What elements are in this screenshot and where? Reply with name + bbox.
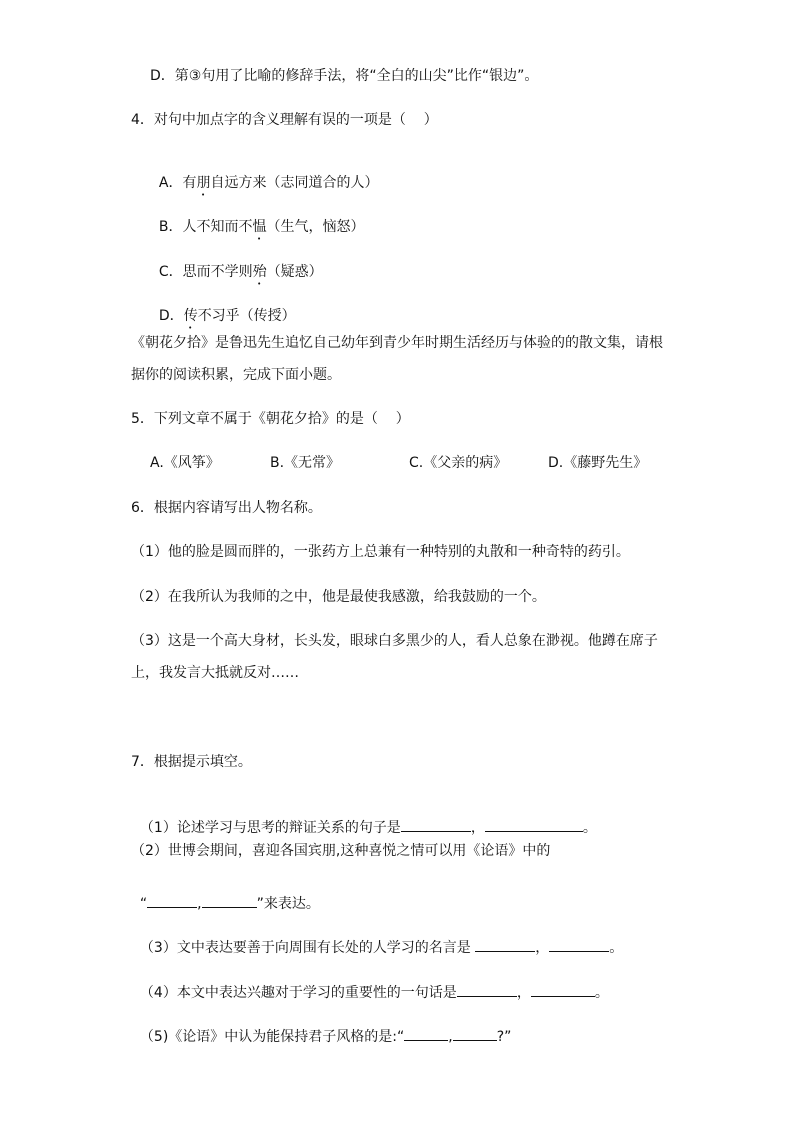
q7-item-2-close: ”来表达。 <box>256 896 320 912</box>
q7-item-3-blank-2[interactable] <box>549 936 609 952</box>
q7-item-2-blank-2[interactable] <box>202 892 257 908</box>
q7-item-1-blank-1[interactable] <box>401 816 471 832</box>
q7-item-1-blank-2[interactable] <box>485 816 583 832</box>
intro-line-2: 据你的阅读积累，完成下面小题。 <box>131 367 341 383</box>
q7-item-1-text: （1）论述学习与思考的辩证关系的句子是 <box>139 820 401 836</box>
q4-option-b-pre: B．人不知而不 <box>158 219 253 235</box>
q7-item-4-blank-1[interactable] <box>457 981 517 997</box>
q4-option-c-post: （疑惑） <box>266 264 323 280</box>
q7-item-2-open-quote: “ <box>139 896 148 912</box>
q7-item-4-sep: ， <box>516 985 531 1001</box>
q6-item-3-line-2: 上，我发言大抵就反对…… <box>131 665 299 681</box>
q5-stem: 5．下列文章不属于《朝花夕拾》的是（ ） <box>131 411 410 427</box>
q7-item-2-line-1: （2）世博会期间，喜迎各国宾朋,这种喜悦之情可以用《论语》中的 <box>131 843 551 859</box>
q4-option-b <box>150 200 365 243</box>
q4-option-d-pre: D． <box>158 308 184 324</box>
q5-option-d: D.《藤野先生》 <box>548 455 648 471</box>
q7-item-3-blank-1[interactable] <box>475 936 535 952</box>
q7-item-1-sep: ， <box>470 820 485 836</box>
q4-option-a-pre: A．有 <box>158 175 197 191</box>
q4-option-d-dotted: 传 <box>183 308 198 324</box>
q6-item-1: （1）他的脸是圆而胖的，一张药方上总兼有一种特别的丸散和一种奇特的药引。 <box>131 544 630 560</box>
q7-item-5-blank-1[interactable] <box>404 1025 448 1041</box>
q7-item-3 <box>131 918 623 957</box>
q4-stem: 4．对句中加点字的含义理解有误的一项是（ ） <box>131 112 438 128</box>
q4-option-a <box>150 156 378 199</box>
q7-item-5-text: （5)《论语》中认为能保持君子风格的是:“ <box>139 1029 405 1045</box>
q7-item-4-end: 。 <box>594 985 609 1001</box>
q4-option-c-pre: C．思而不学则 <box>158 264 253 280</box>
q7-item-5-end: ?” <box>496 1029 512 1045</box>
q7-item-4-text: （4）本文中表达兴趣对于学习的重要性的一句话是 <box>139 985 457 1001</box>
q4-option-b-post: （生气，恼怒） <box>266 219 365 235</box>
q4-option-d-post: 不习乎（传授） <box>197 308 296 324</box>
q6-stem: 6．根据内容请写出人物名称。 <box>131 500 322 516</box>
q5-option-a: A.《风筝》 <box>150 455 220 471</box>
q7-stem: 7．根据提示填空。 <box>131 754 252 770</box>
q4-option-b-dotted: 愠 <box>252 219 267 235</box>
q4-option-c-dotted: 殆 <box>252 264 267 280</box>
q7-item-5-blank-2[interactable] <box>453 1025 497 1041</box>
q7-item-1 <box>131 798 597 837</box>
q7-item-3-end: 。 <box>609 940 624 956</box>
q7-item-2-sep: , <box>197 896 202 912</box>
q5-option-b: B.《无常》 <box>270 455 341 471</box>
q4-option-c <box>150 245 323 288</box>
q7-item-5 <box>131 1007 511 1046</box>
q3-option-d: D．第③句用了比喻的修辞手法，将“全白的山尖”比作“银边”。 <box>150 68 539 84</box>
q4-option-d <box>150 289 296 332</box>
q7-item-4 <box>131 963 609 1002</box>
q7-item-3-text: （3）文中表达要善于向周围有长处的人学习的名言是 <box>139 940 476 956</box>
q7-item-1-end: 。 <box>582 820 597 836</box>
q5-option-c: C.《父亲的病》 <box>409 455 508 471</box>
q4-option-a-dotted: 朋 <box>196 175 211 191</box>
q7-item-3-sep: ， <box>535 940 550 956</box>
intro-line-1: 《朝花夕拾》是鲁迅先生追忆自己幼年到青少年时期生活经历与体验的的散文集，请根 <box>131 335 663 351</box>
q6-item-3-line-1: （3）这是一个高大身材，长头发，眼球白多黑少的人，看人总象在渺视。他蹲在席子 <box>131 633 658 649</box>
q4-option-a-post: 自远方来（志同道合的人） <box>210 175 379 191</box>
q7-item-2-line-2 <box>131 874 320 913</box>
q7-item-4-blank-2[interactable] <box>531 981 595 997</box>
q6-item-2: （2）在我所认为我师的之中，他是最使我感激，给我鼓励的一个。 <box>131 589 546 605</box>
q7-item-2-blank-1[interactable] <box>147 892 197 908</box>
q7-item-5-sep: , <box>448 1029 453 1045</box>
